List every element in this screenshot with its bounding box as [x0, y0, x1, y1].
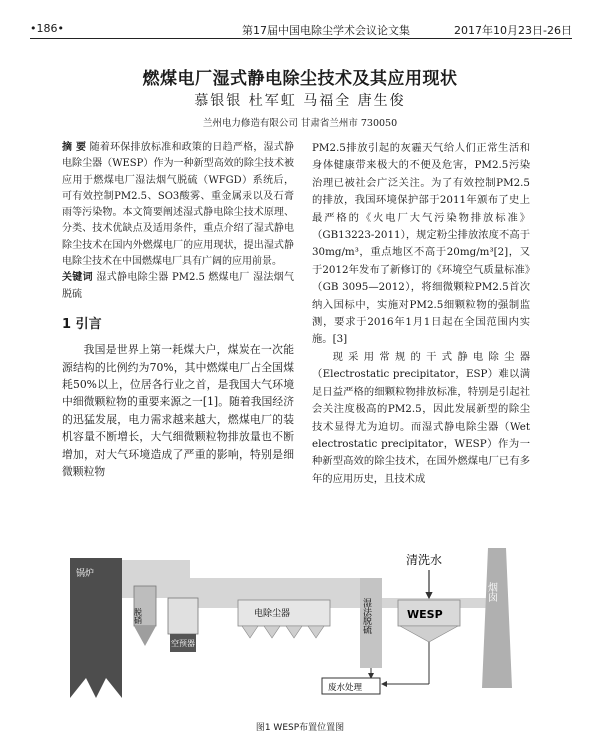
boiler-label: 锅炉	[76, 569, 95, 579]
left-column	[62, 140, 294, 481]
right-paragraph-2: 现采用常规的干式静电除尘器（Electrostatic precipitator，ESP）难以满足日益严格的细颗粒物排放标准，特别是引起社会关注度极高的PM2.5，因此发展新型的除尘技术显得尤为迫切。而湿式静电除尘器（Wet electrostatic precipitator，WESP）作为一种新型高效的除尘技术，在国外燃煤电厂已有多年的应用历史，且技术成	[312, 350, 530, 485]
denox-label: 脱硝	[133, 608, 143, 624]
intro-paragraph: 我国是世界上第一耗煤大户，煤炭在一次能源结构的比例约为70%，其中燃煤电厂占全国煤耗50%以上，位居各行业之首，是我国大气环境中细微颗粒物的重要来源之一[1]。随着我国经济的迅猛发展，电力需求越来越大，燃煤电厂的装机容量不断增长，大气细微颗粒物排放量也不断增加，对大气环境造成了严重的影响，特别是细微颗粒物	[62, 343, 294, 479]
stack-unit	[482, 548, 512, 688]
wesp-label: WESP	[407, 608, 443, 621]
boiler-unit	[70, 558, 122, 698]
right-column	[312, 140, 530, 488]
esp-label: 电除尘器	[254, 609, 291, 619]
esp-unit	[238, 600, 330, 638]
running-header	[30, 22, 572, 39]
journal-name: 第17届中国电除尘学术会议论文集	[242, 24, 410, 37]
airheater-label: 空预器	[171, 639, 195, 648]
keywords	[62, 270, 294, 303]
wastewater-label: 废水处理	[328, 683, 363, 693]
wash-water-label: 清洗水	[406, 553, 443, 567]
abstract	[62, 140, 294, 270]
fgd-unit	[360, 578, 382, 668]
conference-date: 2017年10月23日-26日	[454, 24, 572, 37]
stack-label: 烟囱	[485, 582, 497, 602]
paper-title: 燃煤电厂湿式静电除尘技术及其应用现状	[142, 69, 458, 89]
denox-unit	[134, 586, 157, 646]
abstract-text: 随着环保排放标准和政策的日趋严格，湿式静电除尘器（WESP）作为一种新型高效的除尘技术被应用于燃煤电厂湿法烟气脱硫（WFGD）系统后，可有效控制PM2.5、SO3酸雾、重金属汞以及石膏雨等污染物。本文简要阐述湿式静电除尘技术原理、分类、技术优缺点及适用条件，重点介绍了湿式静电除尘技术在国内外燃煤电厂的应用现状，提出湿式静电除尘技术在中国燃煤电厂具有广阔的应用前景。	[62, 142, 295, 268]
paper-authors: 慕银银 杜军虹 马福全 唐生俊	[194, 93, 406, 109]
right-paragraph-1: PM2.5排放引起的灰霾天气给人们正常生活和身体健康带来极大的不便及危害，PM2.5污染治理已被社会广泛关注。为了有效控制PM2.5的排放，我国环境保护部于2011年颁布了史上最严格的《火电厂大气污染物排放标准》（GB13223-2011），规定粉尘排放浓度不高于30mg/m³，重点地区不高于20mg/m³[2]，又于2012年发布了新修订的《环境空气质量标准》（GB 3095—2012），将细微颗粒PM2.5首次纳入国标中，实施对PM2.5细颗粒物的强制监测，要求于2016年1月1日起在全国范围内实施。[3]	[312, 142, 530, 346]
keywords-label: 关键词	[62, 272, 93, 284]
fgd-label: 湿法脱硫	[361, 598, 371, 634]
affiliation: 兰州电力修造有限公司 甘肃省兰州市 730050	[202, 118, 398, 129]
page-number: •186•	[30, 22, 64, 35]
wash-water	[406, 552, 442, 598]
air-preheater-unit	[168, 598, 198, 652]
wesp-layout-figure	[60, 538, 540, 716]
figure-caption: 图1 WESP布置位置图	[255, 723, 345, 733]
section-heading: 1 引言	[62, 316, 102, 332]
keywords-text: 湿式静电除尘器 PM2.5 燃煤电厂 湿法烟气脱硫	[62, 272, 294, 300]
abstract-label: 摘 要	[62, 142, 87, 153]
wesp-unit	[398, 600, 460, 642]
